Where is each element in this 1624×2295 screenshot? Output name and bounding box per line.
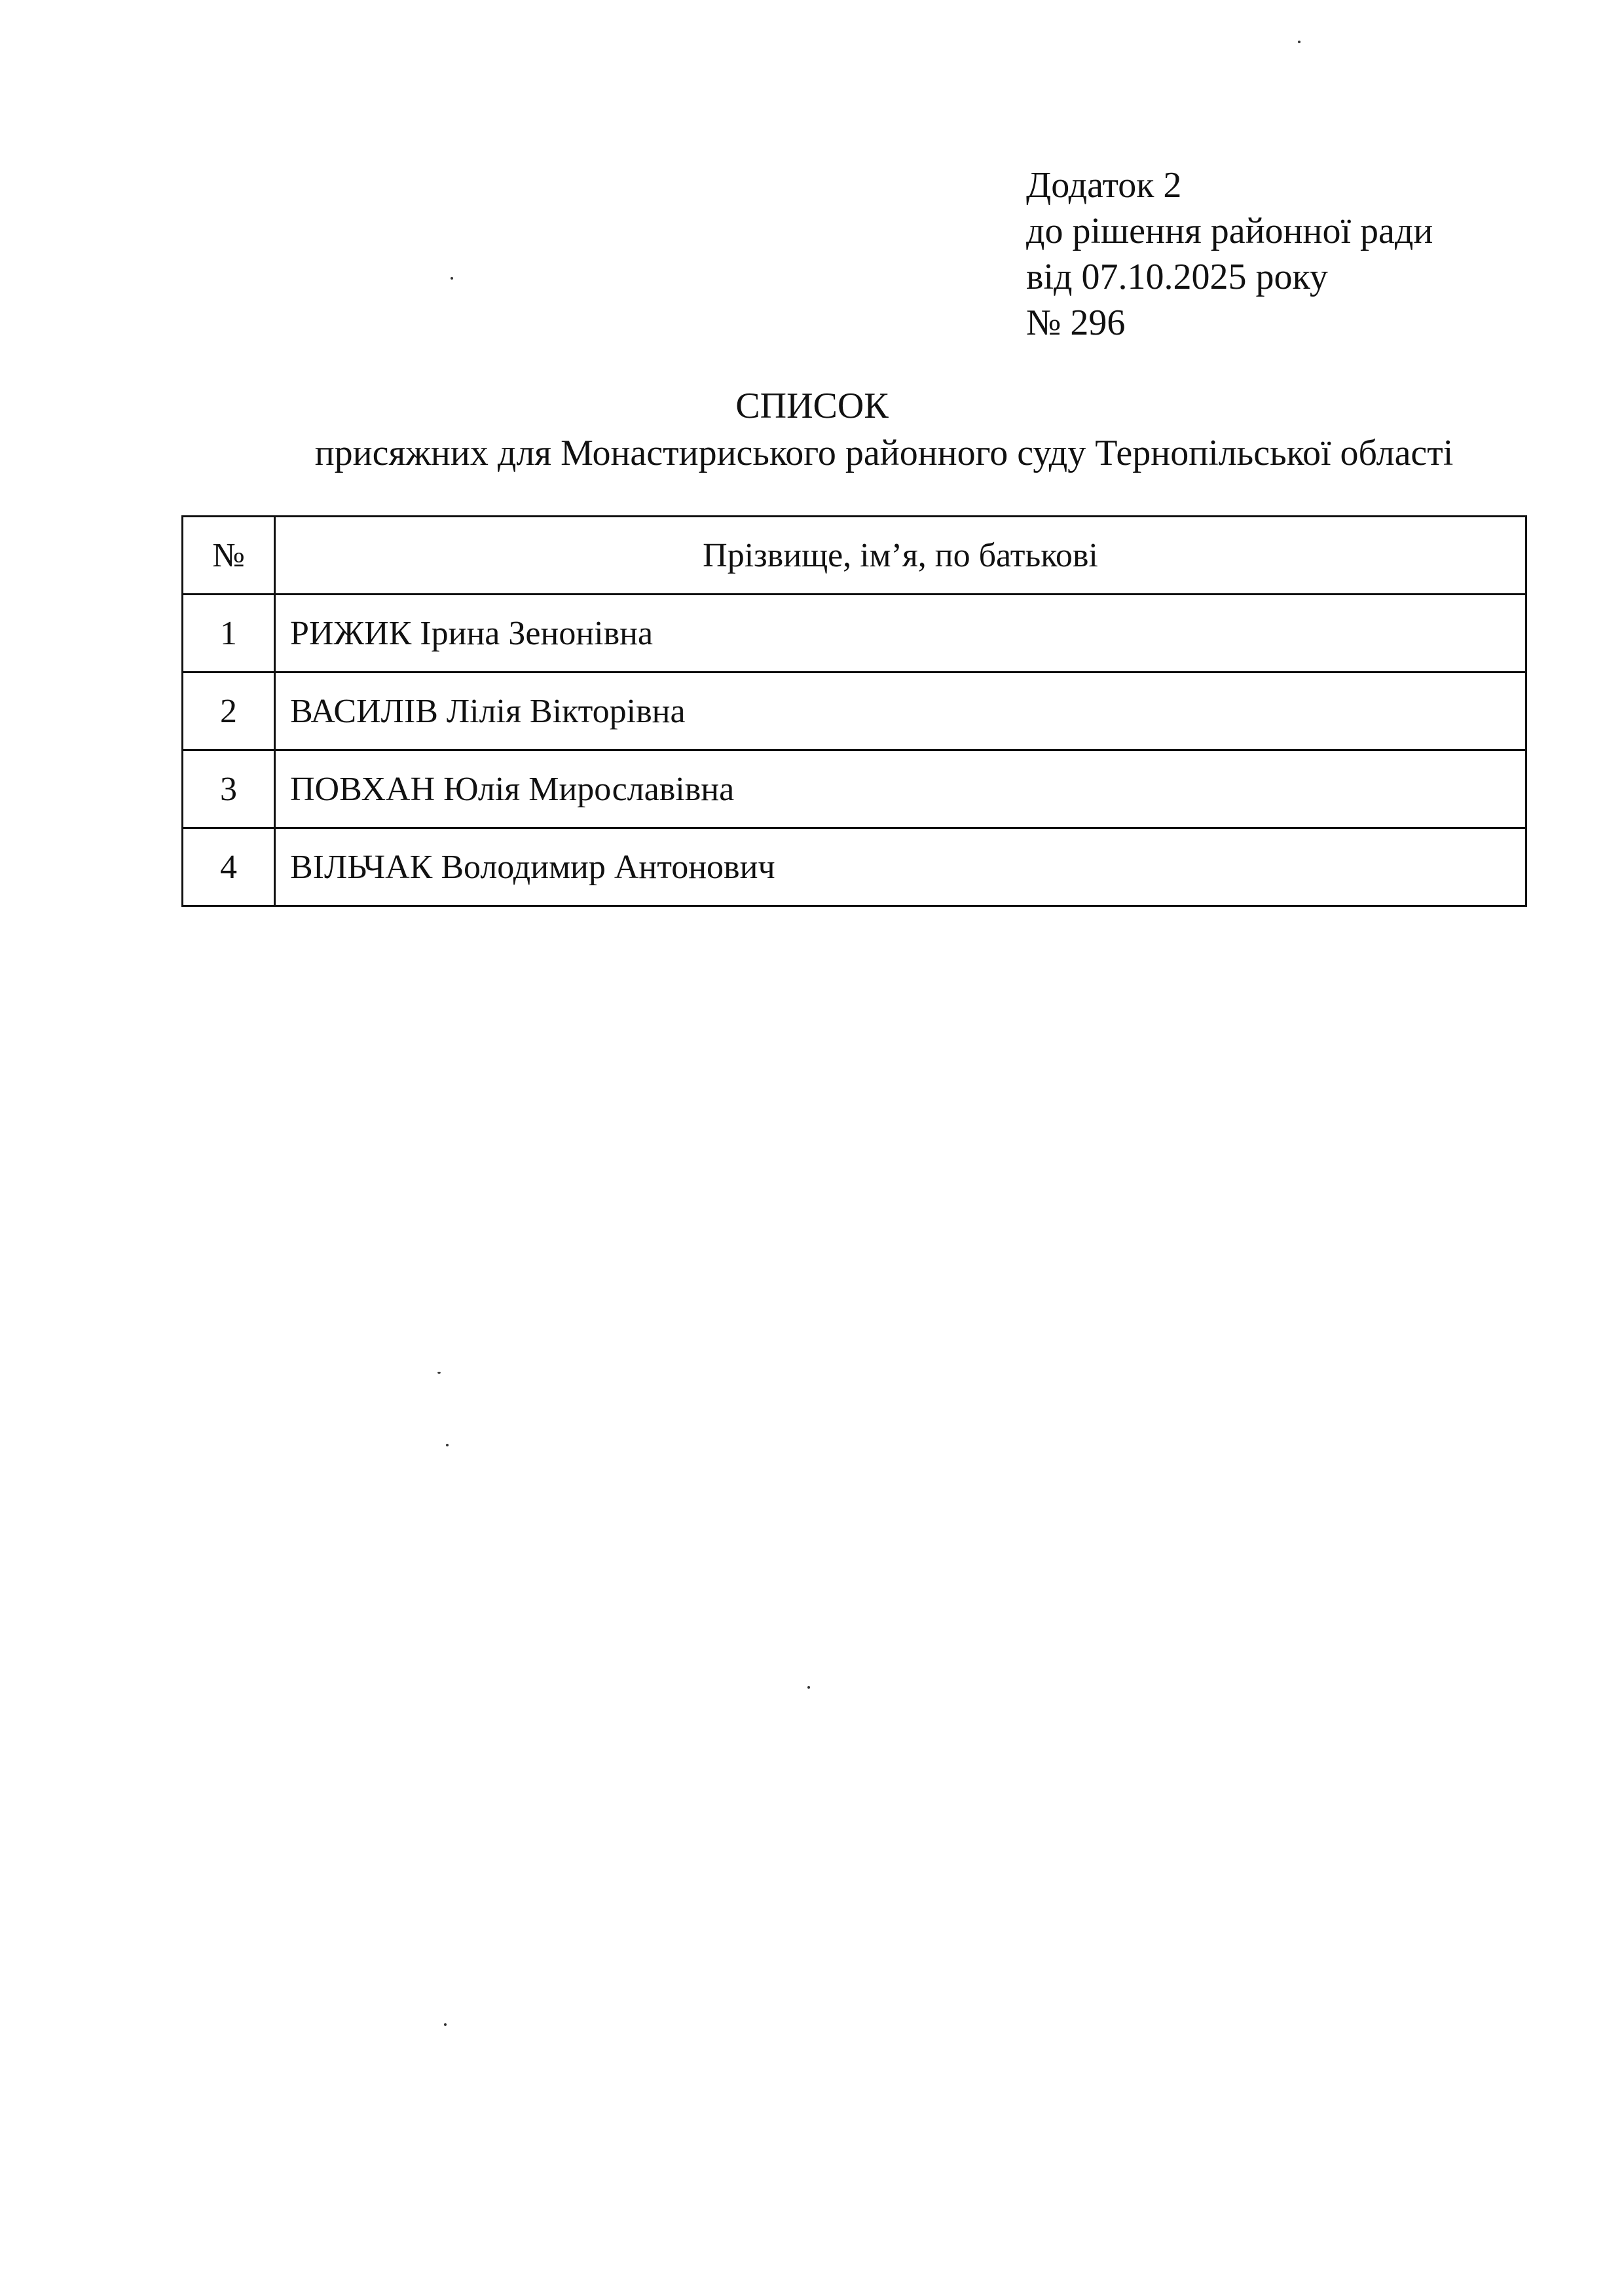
annex-decision-ref: до рішення районної ради	[1026, 211, 1433, 251]
table-row	[183, 595, 1526, 672]
table-row	[183, 672, 1526, 750]
row-full-name: ПОВХАН Юлія Мирославівна	[275, 750, 1526, 828]
scan-speck	[807, 1686, 810, 1689]
row-number: 2	[183, 672, 275, 750]
document-subtitle: присяжних для Монастириського районного суду Тернопільської області	[314, 433, 1454, 473]
row-number: 4	[183, 828, 275, 906]
annex-date: від 07.10.2025 року	[1026, 257, 1328, 297]
annex-decision-number: № 296	[1026, 303, 1126, 343]
table-header-row	[183, 517, 1526, 595]
scan-speck	[1298, 41, 1301, 43]
scan-speck	[451, 277, 453, 280]
row-number: 3	[183, 750, 275, 828]
document-title: СПИСОК	[735, 386, 889, 426]
table-row	[183, 828, 1526, 906]
annex-block	[1026, 162, 1433, 346]
scan-speck	[437, 1372, 441, 1374]
row-full-name: РИЖИК Ірина Зенонівна	[275, 595, 1526, 672]
row-full-name: ВІЛЬЧАК Володимир Антонович	[275, 828, 1526, 906]
row-number: 1	[183, 595, 275, 672]
jurors-table	[181, 515, 1527, 907]
header-full-name: Прізвище, ім’я, по батькові	[275, 517, 1526, 595]
annex-number: Додаток 2	[1026, 165, 1182, 206]
table-row	[183, 750, 1526, 828]
row-full-name: ВАСИЛІВ Лілія Вікторівна	[275, 672, 1526, 750]
header-number: №	[183, 517, 275, 595]
scan-speck	[444, 2023, 447, 2026]
scan-speck	[446, 1444, 449, 1446]
